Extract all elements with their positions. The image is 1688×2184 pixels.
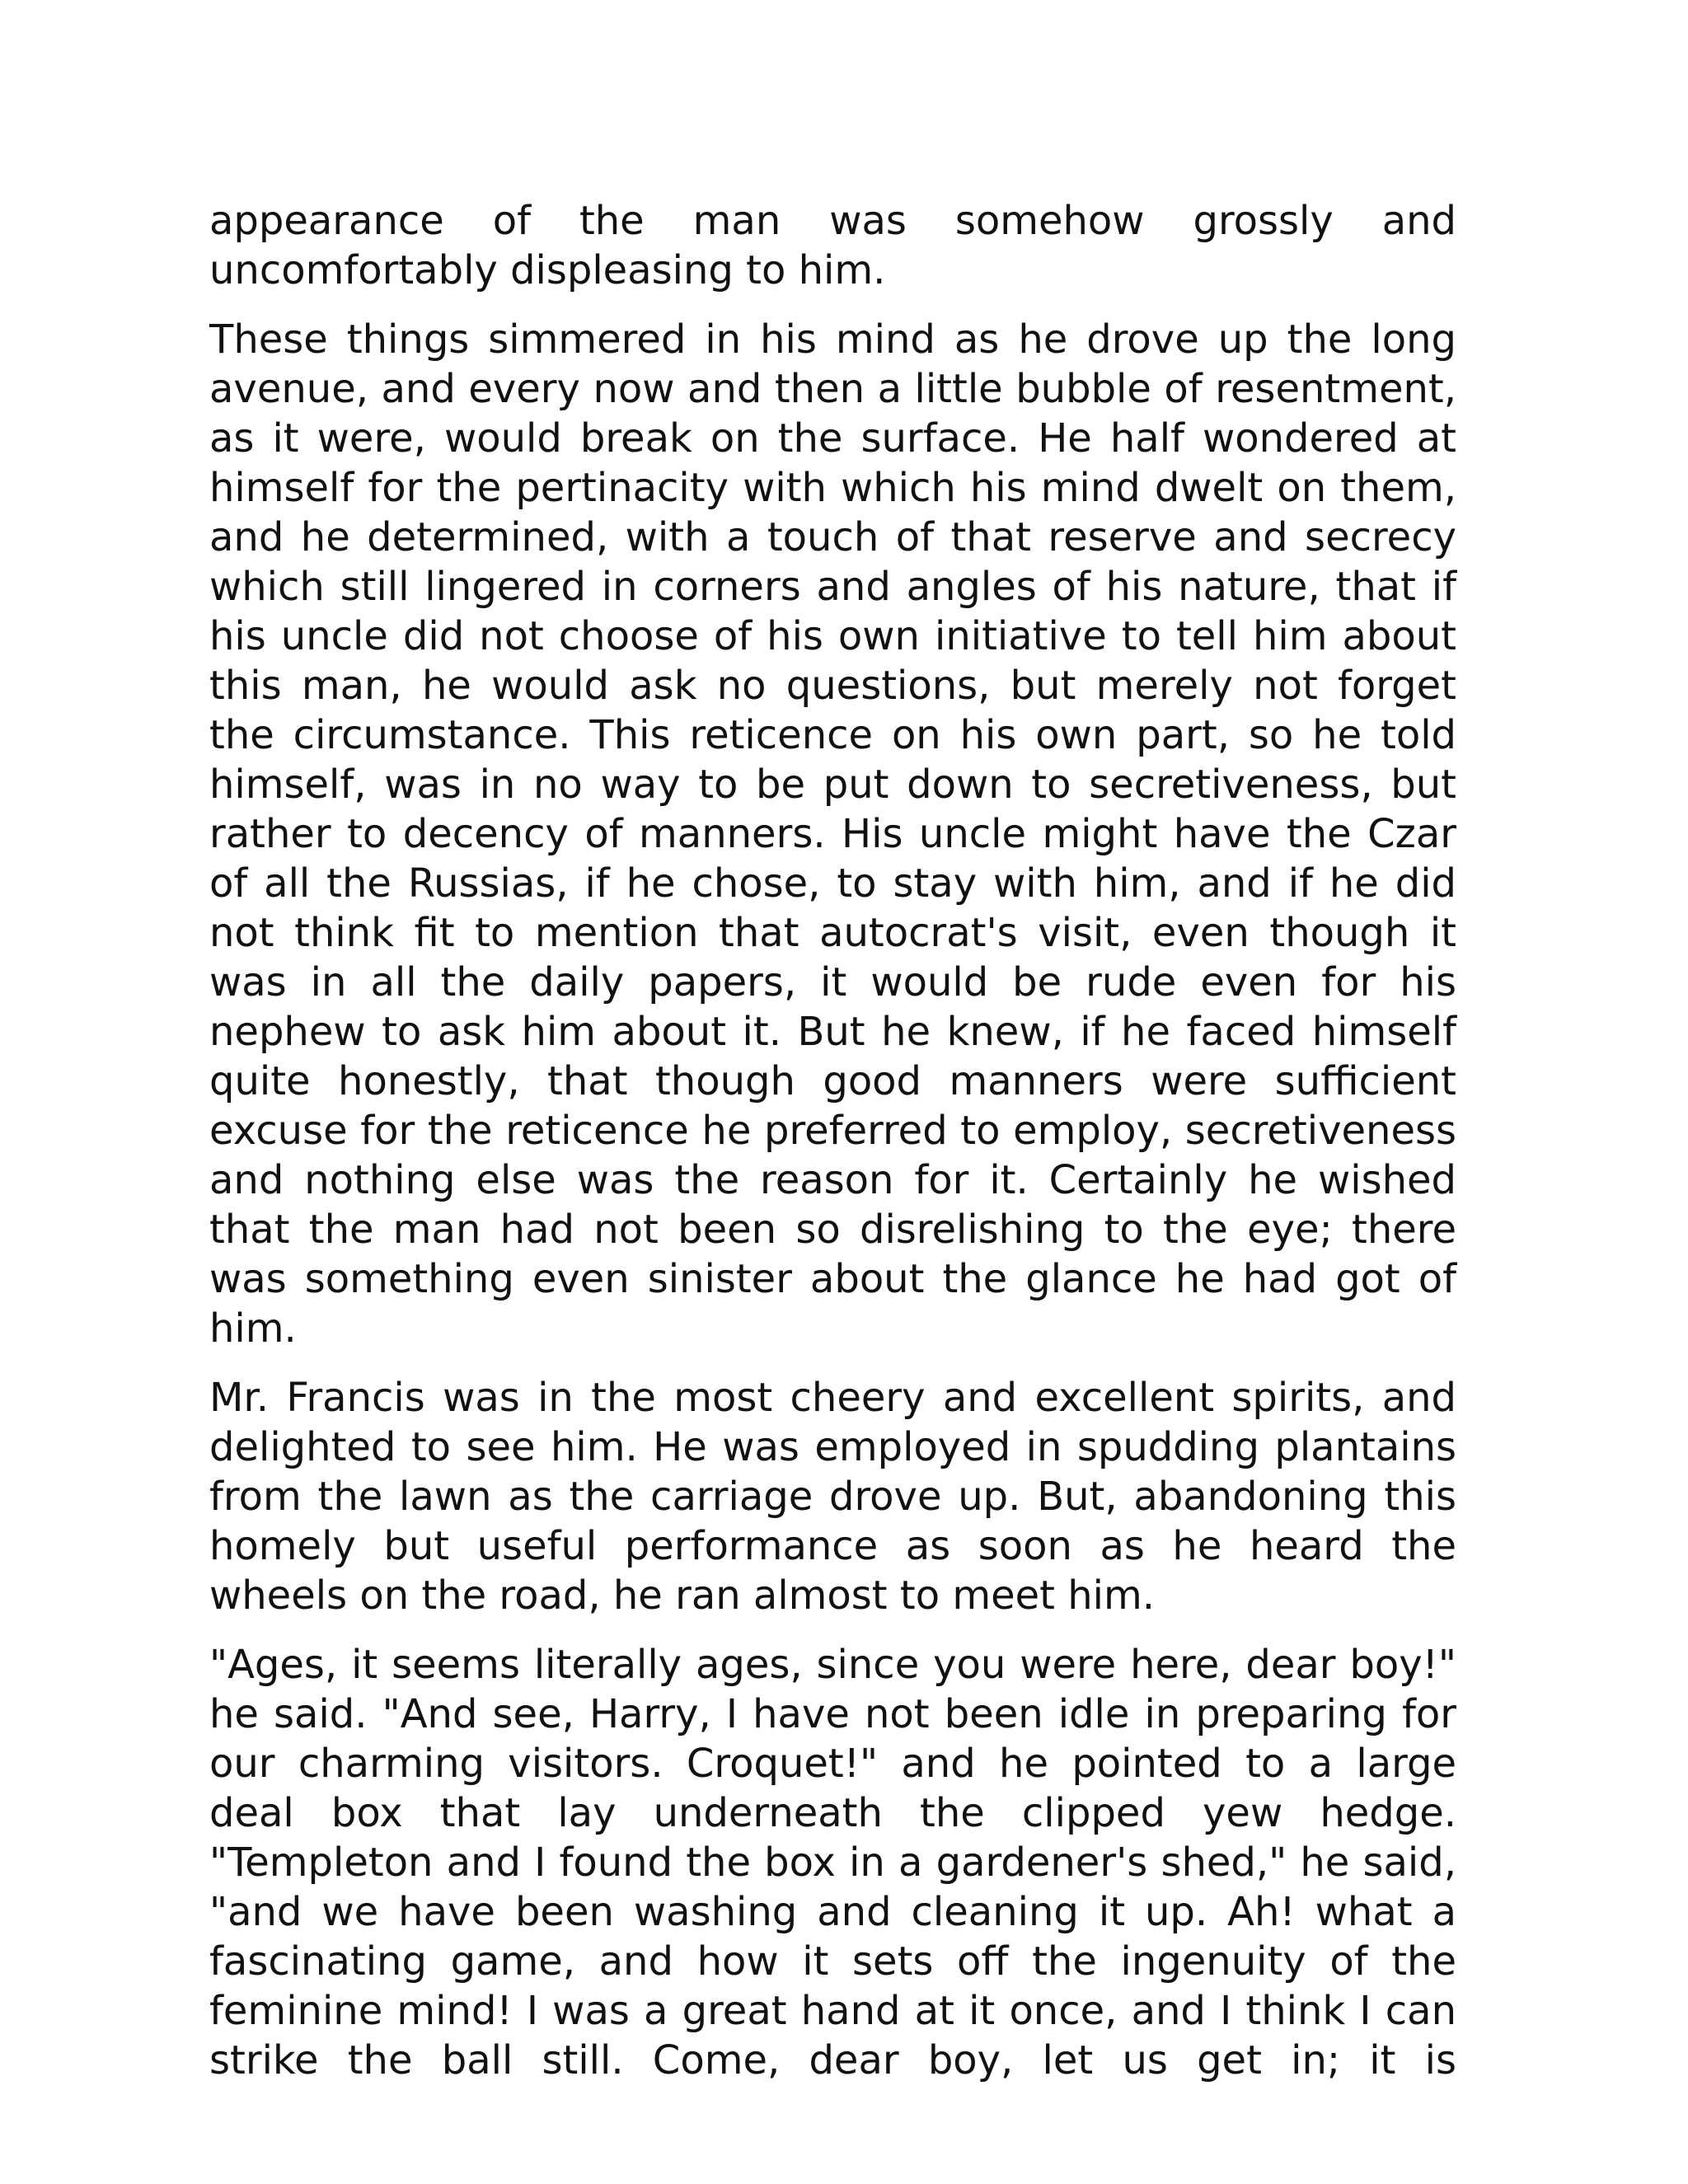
paragraph-1: appearance of the man was somehow grossly and uncomfortably displeasing to him. — [209, 198, 1456, 293]
paragraph-2: These things simmered in his mind as he drove up the long avenue, and every now and then a little bubble of resentment, as it were, would break on the surface. He half wondered at himself for the pertinacity with which his mind dwelt on them, and he determined, with a touch of that reserve and secrecy which still lingered in corners and angles of his nature, that if his uncle did not choose of his own initiative to tell him about this man, he would ask no questions, but merely not forget the circumstance. This reticence on his own part, so he told himself, was in no way to be put down to secretiveness, but rather to decency of manners. His uncle might have the Czar of all the Russias, if he chose, to stay with him, and if he did not think fit to mention that autocrat's visit, even though it was in all the daily papers, it would be rude even for his nephew to ask him about it. But he knew, if he faced himself quite honestly, that though good manners were sufficient excuse for the reticence he preferred to employ, secretiveness and nothing else was the reason for it. Certainly he wished that the man had not been so disrelishing to the eye; there was something even sinister about the glance he had got of him. — [209, 316, 1456, 1352]
paragraph-3: Mr. Francis was in the most cheery and excellent spirits, and delighted to see him. He was employed in spudding plantains from the lawn as the carriage drove up. But, abandoning this homely but useful performance as soon as he heard the wheels on the road, he ran almost to meet him. — [209, 1375, 1456, 1619]
paragraph-4: "Ages, it seems literally ages, since you were here, dear boy!" he said. "And see, Harry, I have not been idle in preparing for our charming visitors. Croquet!" and he pointed to a large deal box that lay underneath the clipped yew hedge. "Templeton and I found the box in a gardener's shed," he said, "and we have been washing and cleaning it up. Ah! what a fascinating game, and how it sets off the ingenuity of the feminine mind! I was a great hand at it once, and I think I can strike the ball still. Come, dear boy, let us get in; it is — [209, 1642, 1456, 2083]
page-body — [209, 196, 1456, 2085]
